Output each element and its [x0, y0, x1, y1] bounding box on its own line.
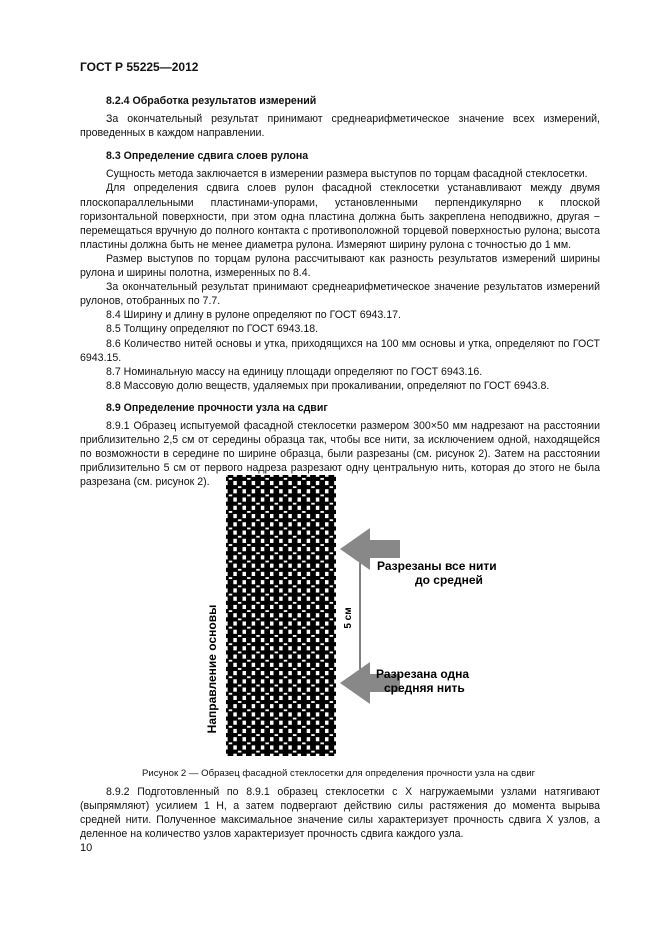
knot-mark [256, 486, 259, 488]
knot-mark [311, 685, 314, 687]
knot-mark [330, 668, 333, 670]
knot-mark [247, 577, 250, 579]
knot-mark [320, 577, 323, 579]
knot-mark [229, 561, 232, 563]
knot-mark [320, 544, 323, 546]
knot-mark [284, 693, 287, 695]
knot-mark [229, 627, 232, 629]
knot-mark [293, 668, 296, 670]
knot-mark [247, 627, 250, 629]
knot-mark [256, 552, 259, 554]
weft-thread [226, 642, 336, 646]
knot-mark [311, 618, 314, 620]
knot-mark [330, 486, 333, 488]
knot-mark [302, 594, 305, 596]
page-header: ГОСТ Р 55225—2012 [80, 60, 199, 74]
knot-mark [284, 610, 287, 612]
knot-mark [284, 495, 287, 497]
weft-thread [226, 477, 336, 481]
knot-mark [293, 552, 296, 554]
weft-thread [226, 601, 336, 605]
weft-thread [226, 683, 336, 687]
weft-thread [226, 609, 336, 613]
knot-mark [330, 519, 333, 521]
weft-thread [226, 692, 336, 696]
knot-mark [311, 536, 314, 538]
knot-mark [265, 610, 268, 612]
knot-mark [247, 610, 250, 612]
weft-thread [226, 584, 336, 588]
knot-mark [320, 594, 323, 596]
knot-mark [330, 635, 333, 637]
knot-mark [320, 528, 323, 530]
knot-mark [238, 701, 241, 703]
knot-mark [265, 528, 268, 530]
knot-mark [302, 726, 305, 728]
knot-mark [320, 709, 323, 711]
knot-mark [247, 495, 250, 497]
paragraph: 8.4 Ширину и длину в рулоне определяют по ГОСТ 6943.17. [106, 309, 401, 322]
knot-mark [284, 660, 287, 662]
knot-mark [265, 478, 268, 480]
knot-mark [275, 652, 278, 654]
knot-mark [238, 668, 241, 670]
knot-mark [330, 652, 333, 654]
knot-mark [284, 643, 287, 645]
paragraph: 8.5 Толщину определяют по ГОСТ 6943.18. [106, 323, 319, 336]
paragraph: 8.7 Номинальную массу на единицу площади определяют по ГОСТ 6943.16. [106, 365, 483, 378]
knot-mark [284, 577, 287, 579]
knot-mark [311, 519, 314, 521]
knot-mark [229, 660, 232, 662]
knot-mark [265, 594, 268, 596]
knot-mark [293, 734, 296, 736]
knot-mark [284, 627, 287, 629]
weft-thread [226, 543, 336, 547]
knot-mark [302, 709, 305, 711]
knot-mark [311, 652, 314, 654]
knot-mark [311, 701, 314, 703]
knot-mark [238, 602, 241, 604]
knot-mark [293, 685, 296, 687]
weft-thread [226, 741, 336, 745]
knot-mark [265, 676, 268, 678]
knot-mark [229, 478, 232, 480]
knot-mark [247, 544, 250, 546]
knot-mark [330, 734, 333, 736]
weft-thread [226, 725, 336, 729]
knot-mark [302, 561, 305, 563]
knot-mark [293, 718, 296, 720]
knot-mark [320, 643, 323, 645]
knot-mark [284, 676, 287, 678]
knot-mark [311, 635, 314, 637]
knot-mark [284, 726, 287, 728]
weft-thread [226, 551, 336, 555]
knot-mark [229, 693, 232, 695]
knot-mark [256, 734, 259, 736]
knot-mark [265, 561, 268, 563]
paragraph: Для определения сдвига слоев рулон фасадной стеклосетки устанавливают между двумя плоскопараллельными пластинами-упорами, установленными перпендикулярно к плоской горизонтальной поверхности, при этом одна пластина должна быть закреплена неподвижно, другая − перемещаться вручную до полного контакта с противоположной торцевой поверхностью рулона; высота пластины должна быть не менее диаметра рулона. Измеряют ширину рулона с точностью до 1 мм. [80, 182, 600, 251]
mesh-sample [226, 475, 336, 756]
knot-mark [229, 544, 232, 546]
weft-thread [226, 700, 336, 704]
knot-mark [238, 519, 241, 521]
knot-mark [302, 660, 305, 662]
knot-mark [284, 709, 287, 711]
knot-mark [330, 718, 333, 720]
weft-thread [226, 593, 336, 597]
knot-mark [320, 495, 323, 497]
top-cut-label-line-1: Разрезаны все нити [377, 559, 497, 573]
knot-mark [275, 685, 278, 687]
knot-mark [265, 577, 268, 579]
knot-mark [265, 544, 268, 546]
weft-thread [226, 650, 336, 654]
knot-mark [311, 668, 314, 670]
knot-mark [275, 668, 278, 670]
knot-mark [275, 602, 278, 604]
knot-mark [311, 718, 314, 720]
knot-mark [302, 610, 305, 612]
dimension-label: 5 см [343, 607, 354, 629]
weft-thread [226, 568, 336, 572]
knot-mark [247, 660, 250, 662]
knot-mark [320, 660, 323, 662]
weft-thread [226, 576, 336, 580]
weft-thread [226, 485, 336, 489]
knot-mark [293, 618, 296, 620]
knot-mark [229, 511, 232, 513]
warp-thread [292, 475, 298, 756]
paragraph: Сущность метода заключается в измерении размера выступов по торцам фасадной стеклосетки. [106, 168, 588, 181]
paragraph: 8.9.1 Образец испытуемой фасадной стеклосетки размером 300×50 мм надрезают на расстоянии приблизительно 2,5 см от середины образца так, чтобы все нити, за исключением одной, находящейся по возможности в середине по ширине образца, были разрезаны (см. рисунок 2). Затем на расстоянии приблизительно 5 см от первого надреза разрезают одну центральную нить, которая до этого не была разрезана (см. рисунок 2). [80, 419, 600, 489]
weft-thread [226, 675, 336, 679]
knot-mark [229, 676, 232, 678]
knot-mark [311, 751, 314, 753]
weft-thread [226, 708, 336, 712]
knot-mark [275, 569, 278, 571]
knot-mark [256, 569, 259, 571]
knot-mark [330, 602, 333, 604]
knot-mark [256, 668, 259, 670]
knot-mark [247, 643, 250, 645]
knot-mark [247, 709, 250, 711]
bottom-cut-label-line-1: Разрезана одна [376, 667, 470, 681]
weft-thread [226, 626, 336, 630]
knot-mark [293, 569, 296, 571]
weft-thread [226, 716, 336, 720]
warp-thread [273, 475, 279, 756]
knot-mark [293, 635, 296, 637]
weft-thread [226, 535, 336, 539]
knot-mark [284, 528, 287, 530]
knot-mark [320, 561, 323, 563]
knot-mark [265, 627, 268, 629]
knot-mark [265, 495, 268, 497]
section-8-2-4-title: 8.2.4 Обработка результатов измерений [106, 95, 317, 107]
knot-mark [238, 635, 241, 637]
knot-mark [275, 751, 278, 753]
knot-mark [238, 486, 241, 488]
knot-mark [238, 569, 241, 571]
knot-mark [256, 585, 259, 587]
knot-mark [311, 552, 314, 554]
paragraph: За окончательный результат принимают среднеарифметическое значение результатов измерений рулонов, отобранных по 7.7. [80, 281, 600, 308]
weft-thread [226, 634, 336, 638]
knot-mark [275, 552, 278, 554]
knot-mark [302, 643, 305, 645]
knot-mark [238, 652, 241, 654]
knot-mark [247, 676, 250, 678]
paragraph: 8.8 Массовую долю веществ, удаляемых при прокаливании, определяют по ГОСТ 6943.8. [106, 379, 550, 392]
document-body-continued [80, 785, 600, 841]
knot-mark [247, 594, 250, 596]
knot-mark [275, 718, 278, 720]
knot-mark [229, 528, 232, 530]
weft-thread [226, 502, 336, 506]
knot-mark [265, 726, 268, 728]
knot-mark [247, 478, 250, 480]
knot-mark [293, 585, 296, 587]
knot-mark [275, 734, 278, 736]
knot-mark [265, 660, 268, 662]
knot-mark [275, 503, 278, 505]
knot-mark [293, 701, 296, 703]
knot-mark [311, 486, 314, 488]
knot-mark [302, 577, 305, 579]
knot-mark [275, 536, 278, 538]
knot-mark [302, 693, 305, 695]
weft-thread [226, 733, 336, 737]
knot-mark [284, 742, 287, 744]
knot-mark [256, 685, 259, 687]
knot-mark [238, 503, 241, 505]
knot-mark [330, 585, 333, 587]
knot-mark [302, 627, 305, 629]
knot-mark [302, 528, 305, 530]
warp-thread [283, 475, 289, 756]
warp-thread [228, 475, 234, 756]
knot-mark [256, 635, 259, 637]
knot-mark [256, 751, 259, 753]
weft-thread [226, 526, 336, 530]
knot-mark [302, 742, 305, 744]
knot-mark [229, 577, 232, 579]
knot-mark [275, 635, 278, 637]
knot-mark [330, 552, 333, 554]
knot-mark [229, 495, 232, 497]
knot-mark [311, 602, 314, 604]
knot-mark [275, 519, 278, 521]
knot-mark [238, 734, 241, 736]
weft-thread [226, 750, 336, 754]
knot-mark [293, 602, 296, 604]
warp-thread [301, 475, 307, 756]
paragraph: 8.9.2 Подготовленный по 8.9.1 образец стеклосетки с X нагружаемыми узлами натягивают (выпрямляют) усилием 1 Н, а затем подвергают действию силы растяжения до момента вырыва средней нити. Полученное максимальное значение силы характеризует прочность сдвига X узлов, а деленное на количество узлов характеризует прочность сдвига каждого узла. [80, 786, 600, 841]
knot-mark [302, 544, 305, 546]
weft-thread [226, 659, 336, 663]
knot-mark [293, 519, 296, 521]
knot-mark [238, 718, 241, 720]
knot-mark [311, 585, 314, 587]
knot-mark [238, 685, 241, 687]
warp-thread [310, 475, 316, 756]
weft-thread [226, 617, 336, 621]
knot-mark [293, 486, 296, 488]
knot-mark [229, 643, 232, 645]
knot-mark [265, 643, 268, 645]
weft-thread [226, 667, 336, 671]
knot-mark [256, 701, 259, 703]
warp-direction-label: Направление основы [205, 604, 219, 734]
weft-thread [226, 559, 336, 563]
knot-mark [311, 569, 314, 571]
knot-mark [256, 536, 259, 538]
top-cut-label-line-2: до средней [415, 573, 483, 587]
weft-thread [226, 518, 336, 522]
knot-mark [284, 478, 287, 480]
paragraph: За окончательный результат принимают среднеарифметическое значение всех измерений, проведенных в каждом направлении. [80, 113, 600, 140]
knot-mark [238, 552, 241, 554]
knot-mark [330, 751, 333, 753]
knot-mark [320, 693, 323, 695]
knot-mark [238, 536, 241, 538]
knot-mark [330, 503, 333, 505]
knot-mark [229, 610, 232, 612]
knot-mark [265, 693, 268, 695]
bottom-cut-label-line-2: средняя нить [384, 681, 465, 695]
knot-mark [330, 569, 333, 571]
knot-mark [330, 536, 333, 538]
knot-mark [247, 511, 250, 513]
knot-mark [320, 726, 323, 728]
knot-mark [256, 602, 259, 604]
knot-mark [302, 676, 305, 678]
knot-mark [320, 610, 323, 612]
weft-thread [226, 510, 336, 514]
knot-mark [311, 503, 314, 505]
knot-mark [302, 495, 305, 497]
paragraph: 8.6 Количество нитей основы и утка, приходящихся на 100 мм основы и утка, определяют по ГОСТ 6943.15. [80, 337, 600, 364]
figure-caption: Рисунок 2 — Образец фасадной стеклосетки для определения прочности узла на сдвиг [142, 768, 536, 779]
knot-mark [284, 594, 287, 596]
warp-thread [319, 475, 325, 756]
knot-mark [229, 742, 232, 744]
page-number: 10 [80, 842, 93, 854]
knot-mark [247, 726, 250, 728]
knot-mark [302, 511, 305, 513]
knot-mark [330, 701, 333, 703]
knot-mark [247, 693, 250, 695]
section-8-9-title: 8.9 Определение прочности узла на сдвиг [106, 401, 328, 414]
knot-mark [302, 478, 305, 480]
knot-mark [293, 536, 296, 538]
warp-thread [328, 475, 334, 756]
paragraph: Размер выступов по торцам рулона рассчитывают как разность результатов измерений ширины рулона и ширины полотна, измеренных по 8.4. [80, 252, 600, 280]
knot-mark [238, 585, 241, 587]
knot-mark [229, 726, 232, 728]
knot-mark [256, 718, 259, 720]
knot-mark [330, 685, 333, 687]
knot-mark [229, 709, 232, 711]
knot-mark [275, 486, 278, 488]
knot-mark [275, 701, 278, 703]
knot-mark [247, 561, 250, 563]
knot-mark [284, 544, 287, 546]
knot-mark [284, 561, 287, 563]
knot-mark [229, 594, 232, 596]
knot-mark [320, 676, 323, 678]
warp-thread [255, 475, 261, 756]
knot-mark [238, 618, 241, 620]
knot-mark [256, 519, 259, 521]
knot-mark [284, 511, 287, 513]
warp-thread [237, 475, 243, 756]
knot-mark [265, 709, 268, 711]
knot-mark [265, 742, 268, 744]
warp-thread [246, 475, 252, 756]
knot-mark [256, 618, 259, 620]
knot-mark [238, 751, 241, 753]
knot-mark [311, 734, 314, 736]
knot-mark [330, 618, 333, 620]
knot-mark [293, 652, 296, 654]
knot-mark [293, 751, 296, 753]
knot-mark [293, 503, 296, 505]
document-body [80, 90, 600, 489]
knot-mark [275, 585, 278, 587]
knot-mark [256, 503, 259, 505]
section-8-3-title: 8.3 Определение сдвига слоев рулона [106, 150, 309, 163]
knot-mark [247, 742, 250, 744]
knot-mark [256, 652, 259, 654]
weft-thread [226, 493, 336, 497]
knot-mark [275, 618, 278, 620]
knot-mark [320, 627, 323, 629]
knot-mark [320, 742, 323, 744]
warp-thread [264, 475, 270, 756]
knot-mark [320, 511, 323, 513]
knot-mark [320, 478, 323, 480]
knot-mark [247, 528, 250, 530]
figure-2 [0, 463, 661, 763]
knot-mark [265, 511, 268, 513]
